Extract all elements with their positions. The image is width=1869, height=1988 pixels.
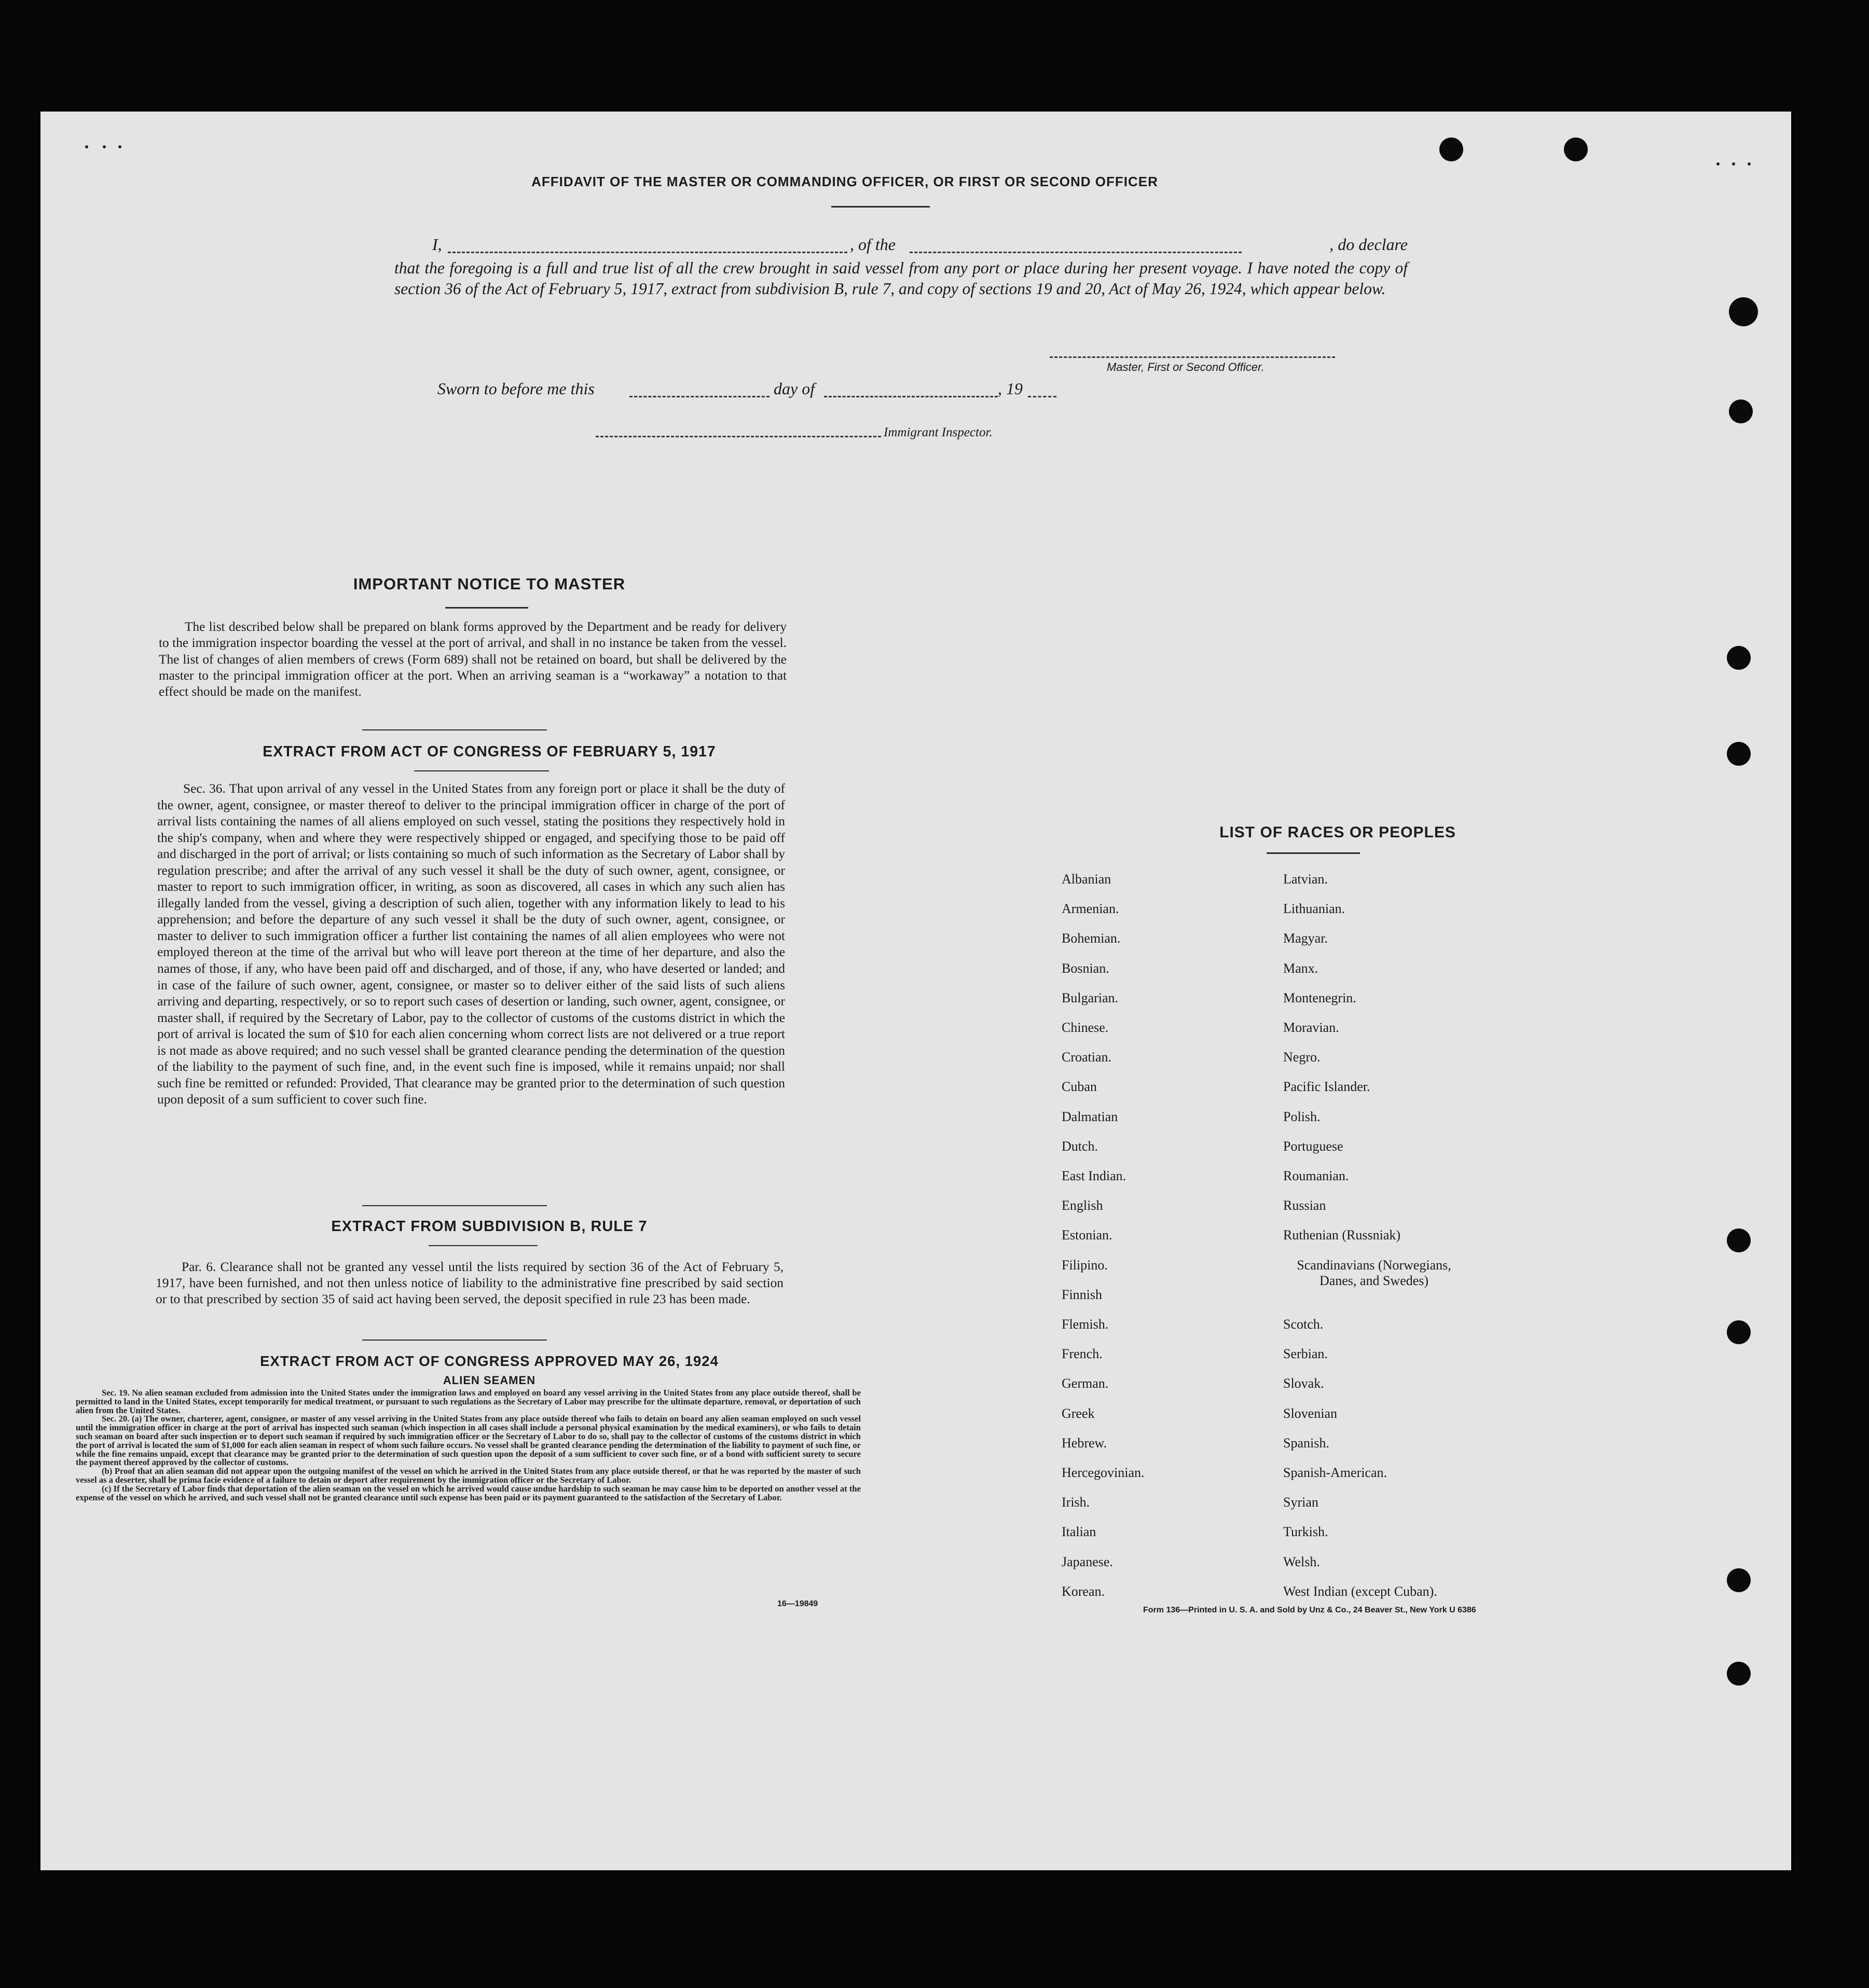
- race-item: Chinese.: [1062, 1020, 1109, 1035]
- races-title: LIST OF RACES OR PEOPLES: [1219, 824, 1456, 841]
- divider: [831, 206, 930, 208]
- race-item: Lithuanian.: [1283, 901, 1345, 917]
- divider: [1267, 852, 1360, 854]
- race-item: Welsh.: [1283, 1554, 1320, 1569]
- race-item: Flemish.: [1062, 1317, 1109, 1332]
- punch-hole: [1727, 1662, 1751, 1686]
- divider: [445, 607, 528, 609]
- race-item: Filipino.: [1062, 1257, 1108, 1273]
- declarant-label: I,: [432, 235, 442, 254]
- speck: [103, 145, 106, 148]
- race-item: Moravian.: [1283, 1020, 1339, 1035]
- race-item: Scotch.: [1283, 1317, 1324, 1332]
- section-36-paragraph: Sec. 36. That upon arrival of any vessel in the United States from any foreign port or place it shall be the duty of the owner, agent, consignee, or master thereof to deliver to the principal immigration officer in charge of the port of arrival lists containing the names of all aliens employed on such vessel, stating the positions they respectively hold in the ship's company, when and where they were respectively shipped or engaged, and specifying those to be paid off and discharged in the port of arrival; or lists containing so much of such information as the Secretary of Labor shall by regulation prescribe; and after the arrival of any such vessel it shall be the duty of such owner, agent, consignee, or master to report to such immigration officer, in writing, as soon as discovered, all cases in which any such alien has illegally landed from the vessel, giving a description of such alien, together with any information likely to lead to his apprehension; and before the departure of any such vessel it shall be the duty of such owner, agent, consignee, or master to deliver to such immigration officer a further list containing the names of all alien employees who were not employed thereon at the time of the arrival but who will leave port thereon at the time of her departure, and also the names of those, if any, who have been paid off and discharged, and of those, if any, who have deserted or landed; and in case of the failure of such owner, agent, consignee, or master so to deliver either of the said lists of such aliens arriving and departing, respectively, or so to report such cases of desertion or landing, such owner, agent, consignee, or master shall, if required by the Secretary of Labor, pay to the collector of customs of the customs district in which the port of arrival is located the sum of $10 for each alien concerning whom correct lists are not delivered or a true report is not made as above required; and no such vessel shall be granted clearance pending the determination of the question of the liability to the payment of such fine, and, in the event such fine is imposed, while it remains unpaid; nor shall such fine be remitted or refunded: Provided, That clearance may be granted prior to the determination of such question upon deposit of a sum sufficient to cover such fine.: [157, 781, 785, 1107]
- sworn-label: Sworn to before me this: [437, 379, 595, 398]
- race-item: Russian: [1283, 1198, 1326, 1213]
- divider: [362, 729, 547, 730]
- of-the-label: , of the: [850, 235, 896, 254]
- race-item: Scandinavians (Norwegians, Danes, and Swedes): [1297, 1257, 1451, 1288]
- punch-hole: [1727, 1228, 1751, 1252]
- race-item: Spanish-American.: [1283, 1465, 1387, 1480]
- year-label: , 19: [998, 379, 1023, 398]
- race-item: Slovak.: [1283, 1376, 1324, 1391]
- race-item: Dutch.: [1062, 1138, 1098, 1154]
- speck: [1748, 162, 1751, 165]
- notice-text: [159, 619, 787, 700]
- race-item: Hercegovinian.: [1062, 1465, 1145, 1480]
- race-item: Latvian.: [1283, 872, 1328, 887]
- day-of-label: day of: [774, 379, 815, 398]
- subdivision-text: [156, 1259, 784, 1308]
- race-item: Slovenian: [1283, 1405, 1337, 1421]
- race-item: Montenegrin.: [1283, 990, 1356, 1005]
- declarant-name-blank[interactable]: [448, 252, 847, 253]
- race-item: Bohemian.: [1062, 931, 1121, 946]
- speck: [1732, 162, 1735, 165]
- punch-hole: [1729, 297, 1758, 326]
- form-number: 16—19849: [777, 1599, 818, 1608]
- sworn-year-blank[interactable]: [1028, 396, 1056, 397]
- punch-hole: [1727, 742, 1751, 766]
- divider: [362, 1340, 547, 1341]
- extract-1917-text: [157, 781, 785, 1108]
- race-item: East Indian.: [1062, 1168, 1126, 1183]
- master-signature-line[interactable]: [1050, 356, 1335, 358]
- race-item: Bosnian.: [1062, 960, 1109, 976]
- race-item: Cuban: [1062, 1079, 1097, 1095]
- section-19-paragraph: Sec. 19. No alien seaman excluded from admission into the United States under the immigration laws and employed on board any vessel arriving in the United States from any place outside thereof, shall be permitted to land in the United States, except temporarily for medical treatment, or pursuant to such regulations as the Secretary of Labor may prescribe for the ultimate departure, removal, or deportation of such alien from the United States.: [76, 1388, 861, 1415]
- sworn-line: [437, 379, 1112, 402]
- master-caption: Master, First or Second Officer.: [1107, 361, 1265, 374]
- sworn-day-blank[interactable]: [629, 396, 769, 397]
- punch-hole: [1439, 137, 1463, 161]
- race-item: French.: [1062, 1346, 1103, 1362]
- divider: [362, 1205, 547, 1206]
- punch-hole: [1729, 399, 1753, 423]
- printer-footer: Form 136—Printed in U. S. A. and Sold by Unz & Co., 24 Beaver St., New York U 6386: [1143, 1606, 1476, 1614]
- speck: [118, 145, 121, 148]
- race-item: Polish.: [1283, 1109, 1321, 1124]
- race-item: Turkish.: [1283, 1524, 1328, 1540]
- inspector-caption: Immigrant Inspector.: [884, 425, 993, 439]
- section-20b-paragraph: (b) Proof that an alien seaman did not appear upon the outgoing manifest of the vessel on which he arrived in the United States from any place outside thereof, or that he was reported by the master of such vessel as a deserter, shall be prima facie evidence of a failure to detain or deport after requirement by the immigration officer or the Secretary of Labor.: [76, 1466, 861, 1485]
- affidavit-title: AFFIDAVIT OF THE MASTER OR COMMANDING OFFICER, OR FIRST OR SECOND OFFICER: [531, 174, 1158, 189]
- race-item: Roumanian.: [1283, 1168, 1349, 1183]
- notice-title: IMPORTANT NOTICE TO MASTER: [353, 575, 626, 593]
- race-item: Pacific Islander.: [1283, 1079, 1370, 1095]
- form-sheet: [40, 112, 1791, 1870]
- race-item: Estonian.: [1062, 1227, 1112, 1243]
- punch-hole: [1727, 1320, 1751, 1344]
- race-item: Finnish: [1062, 1287, 1103, 1302]
- race-item: English: [1062, 1198, 1103, 1213]
- race-item: West Indian (except Cuban).: [1283, 1583, 1437, 1599]
- race-item: Irish.: [1062, 1495, 1090, 1510]
- divider: [414, 770, 549, 771]
- race-item: Spanish.: [1283, 1435, 1329, 1451]
- race-item: Syrian: [1283, 1495, 1318, 1510]
- speck: [1716, 162, 1720, 165]
- race-item: Negro.: [1283, 1050, 1321, 1065]
- punch-hole: [1564, 137, 1588, 161]
- section-20c-paragraph: (c) If the Secretary of Labor finds that deportation of the alien seaman on the vessel on which he arrived would cause undue hardship to such seaman he may cause him to be deported on another vessel at the expense of the vessel on which he arrived, and such vessel shall not be granted clearance until such expense has been paid or its payment guaranteed to the satisfaction of the Secretary of Labor.: [76, 1483, 861, 1502]
- vessel-name-blank[interactable]: [910, 252, 1242, 253]
- race-item: Greek: [1062, 1405, 1095, 1421]
- race-item: Armenian.: [1062, 901, 1119, 917]
- race-item: Croatian.: [1062, 1050, 1112, 1065]
- notice-paragraph: The list described below shall be prepared on blank forms approved by the Department and be ready for delivery to the immigration inspector boarding the vessel at the port of arrival, and shall in no instance be taken from the vessel. The list of changes of alien members of crews (Form 689) shall not be retained on board, but shall be delivered by the master to the principal immigration officer at the port. When an arriving seaman is a “workaway” a notation to that effect should be made on the manifest.: [159, 619, 787, 699]
- sworn-month-blank[interactable]: [824, 396, 998, 397]
- affidavit-text: that the foregoing is a full and true list of all the crew brought in said vessel from any port or place during her present voyage. I have noted the copy of section 36 of the Act of February 5, 1917, extract from subdivision B, rule 7, and copy of sections 19 and 20, Act of May 26, 1924, which appear below.: [394, 259, 1408, 298]
- race-item: Ruthenian (Russniak): [1283, 1227, 1401, 1243]
- divider: [429, 1245, 538, 1246]
- do-declare-label: , do declare: [1329, 235, 1408, 254]
- extract-1924-title: EXTRACT FROM ACT OF CONGRESS APPROVED MAY 26, 1924: [260, 1353, 719, 1369]
- speck: [85, 145, 88, 148]
- subdivision-title: EXTRACT FROM SUBDIVISION B, RULE 7: [331, 1218, 648, 1235]
- race-item: German.: [1062, 1376, 1109, 1391]
- race-item: Albanian: [1062, 872, 1111, 887]
- extract-1924-text: [76, 1389, 861, 1502]
- race-item: Japanese.: [1062, 1554, 1113, 1569]
- extract-1917-title: EXTRACT FROM ACT OF CONGRESS OF FEBRUARY 5, 1917: [263, 743, 716, 760]
- race-item: Korean.: [1062, 1583, 1105, 1599]
- race-item: Bulgarian.: [1062, 990, 1119, 1005]
- punch-hole: [1727, 1568, 1751, 1592]
- paragraph-6: Par. 6. Clearance shall not be granted any vessel until the lists required by section 36 of the Act of February 5, 1917, have been furnished, and not then unless notice of liability to the administrative fine prescribed by said section or to that prescribed by section 35 of said act having been served, the deposit specified in rule 23 has been made.: [156, 1260, 784, 1307]
- section-20a-paragraph: Sec. 20. (a) The owner, charterer, agent, consignee, or master of any vessel arriving in the United States from any place outside thereof who fails to detain on board any alien seaman employed on such vessel until the immigration officer in charge at the port of arrival has inspected such seaman (which inspection in all cases shall include a personal physical examination by the medical examiners), or who fails to detain such seaman on board after such inspection or to deport such seaman if required by such immigration officer or the Secretary of Labor to do so, shall pay to the collector of customs of the customs district in which the port of arrival is located the sum of $1,000 for each alien seaman in respect of whom such failure occurs. No vessel shall be granted clearance pending the determination of the liability to payment of such fine, or while the fine remains unpaid, except that clearance may be granted prior to the determination of such question upon the deposit of a sum sufficient to cover such fine, or of a bond with sufficient surety to secure the payment thereof approved by the collector of customs.: [76, 1414, 861, 1468]
- inspector-signature-line[interactable]: [596, 436, 881, 437]
- race-item: Magyar.: [1283, 931, 1328, 946]
- race-item: Dalmatian: [1062, 1109, 1118, 1124]
- race-item: Serbian.: [1283, 1346, 1328, 1362]
- race-item: Hebrew.: [1062, 1435, 1107, 1451]
- affidavit-line-1: [432, 235, 1408, 256]
- race-item: Portuguese: [1283, 1138, 1343, 1154]
- race-item: Italian: [1062, 1524, 1096, 1540]
- punch-hole: [1727, 646, 1751, 670]
- alien-seamen-subtitle: ALIEN SEAMEN: [443, 1374, 536, 1387]
- race-item: Manx.: [1283, 960, 1318, 976]
